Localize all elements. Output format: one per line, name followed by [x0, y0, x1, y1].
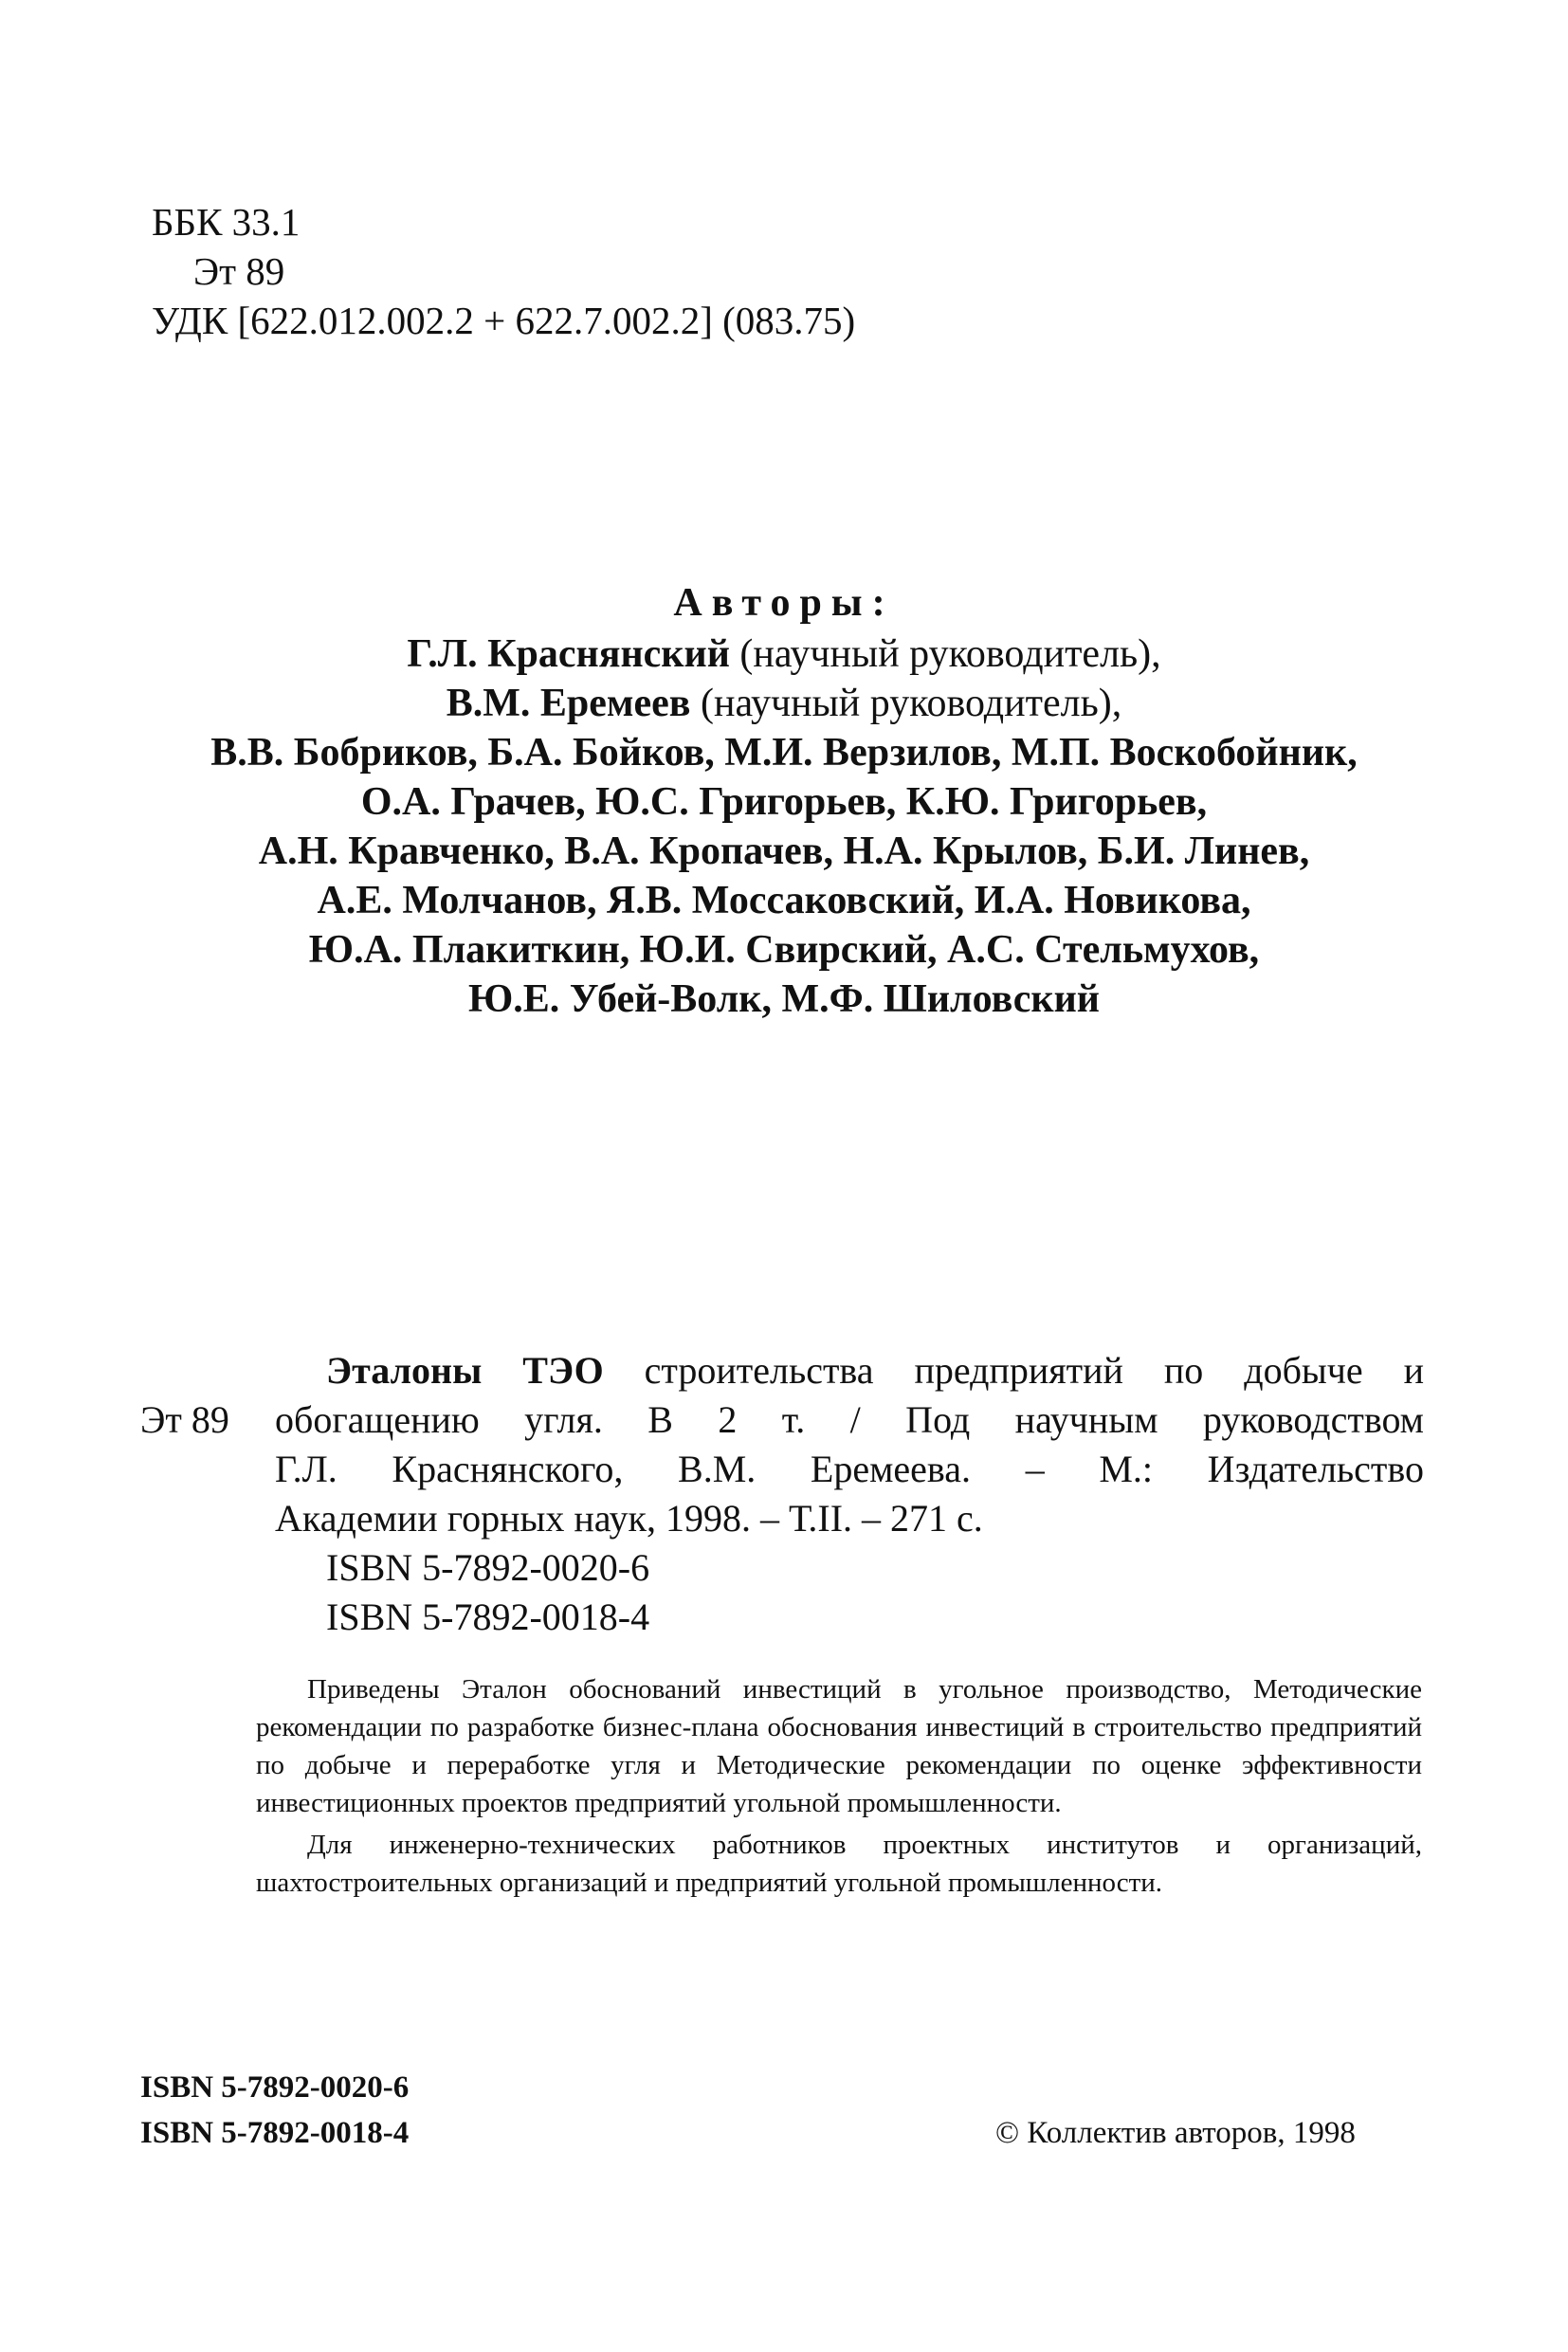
bibliography-line: Г.Л. Краснянского, В.М. Еремеева. – М.: Издательство [275, 1448, 1424, 1490]
author-name: Г.Л. Краснянский [407, 632, 730, 676]
footer-isbn: ISBN 5-7892-0020-6 [140, 2070, 410, 2105]
author-names: Ю.Е. Убей-Волк, М.Ф. Шиловский [467, 977, 1100, 1021]
udk-code: УДК [622.012.002.2 + 622.7.002.2] (083.75) [152, 299, 856, 342]
bibliography-line: обогащению угля. В 2 т. / Под научным руководством [275, 1398, 1424, 1441]
copyright-notice: © Коллектив авторов, 1998 [995, 2116, 1356, 2150]
author-name: В.М. Еремеев [446, 682, 691, 725]
author-line [142, 679, 1426, 728]
footer-isbn: ISBN 5-7892-0018-4 [140, 2116, 410, 2150]
author-names: Ю.А. Плакиткин, Ю.И. Свирский, А.С. Стельмухов, [308, 928, 1260, 972]
author-line [142, 925, 1426, 975]
annotation-paragraph: Для инженерно-технических работников проектных институтов и организаций, шахтостроительных организаций и предприятий угольной промышленности. [256, 1830, 1422, 1898]
author-names: О.А. Грачев, Ю.С. Григорьев, К.Ю. Григорьев, [360, 780, 1208, 824]
author-names: В.В. Бобриков, Б.А. Бойков, М.И. Верзилов, М.П. Воскобойник, [210, 731, 1358, 775]
author-names: А.Е. Молчанов, Я.В. Моссаковский, И.А. Новикова, [317, 879, 1251, 922]
bibliography-isbn: ISBN 5-7892-0018-4 [326, 1595, 650, 1638]
author-line [142, 728, 1426, 777]
bibliography-author-mark: Эт 89 [140, 1398, 229, 1441]
author-names: А.Н. Кравченко, В.А. Кропачев, Н.А. Крылов, Б.И. Линев, [258, 830, 1310, 873]
bibliography-text: строительства предприятий по добыче и [644, 1349, 1425, 1392]
author-line [142, 777, 1426, 827]
bibliography-line [275, 1346, 1424, 1395]
annotation-paragraph: Приведены Эталон обоснований инвестиций в угольное производство, Методические рекомендации по разработке бизнес-плана обоснования инвестиций в строительство предприятий по добыче и переработке угля и Методические рекомендации по оценке эффективности инвестиционных проектов предприятий угольной промышленности. [256, 1674, 1422, 1818]
bibliography-line: Академии горных наук, 1998. – Т.II. – 271 с. [275, 1497, 983, 1540]
author-line [142, 827, 1426, 876]
author-line [142, 975, 1426, 1024]
bibliographic-entry [275, 1346, 1424, 1642]
authors-heading: Авторы: [673, 581, 895, 625]
author-role: (научный руководитель), [739, 632, 1161, 676]
bibliography-title: Эталоны ТЭО [326, 1349, 604, 1392]
author-line [142, 629, 1426, 679]
author-mark-code: Эт 89 [193, 249, 285, 293]
author-line [142, 876, 1426, 925]
bbk-code: ББК 33.1 [152, 200, 301, 244]
annotation [256, 1670, 1422, 1902]
authors-block [142, 578, 1426, 1024]
bibliography-isbn: ISBN 5-7892-0020-6 [326, 1546, 650, 1589]
author-role: (научный руководитель), [700, 682, 1122, 725]
